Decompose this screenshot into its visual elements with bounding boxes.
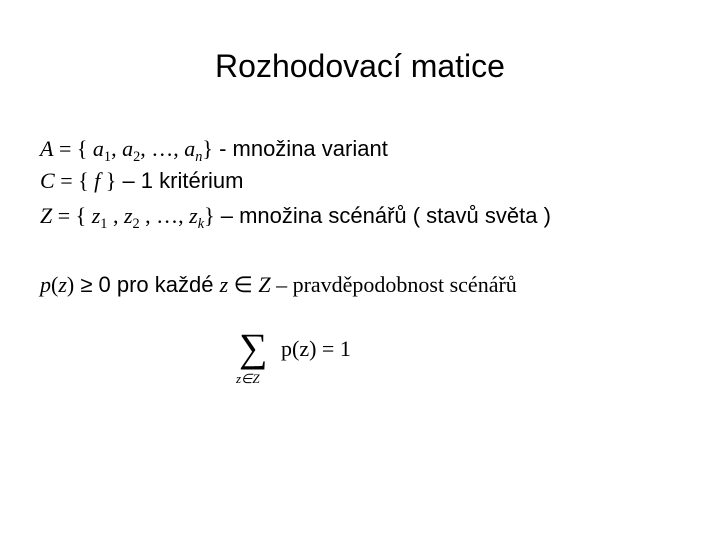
alternatives-description: - množina variant <box>212 136 388 161</box>
scenarios-description: – množina scénářů ( stavů světa ) <box>214 203 551 228</box>
probability-line: p(z) ≥ 0 pro každé z ∈ Z – pravděpodobnost scénářů <box>40 272 517 297</box>
scenarios-line: Z = { $z_1$ , $z_2$ , …, $z_k$} – množina scénářů ( stavů světa ) <box>40 203 551 232</box>
criterion-description: – 1 kritérium <box>116 168 244 193</box>
set-z-symbol: Z <box>40 203 53 228</box>
summation-index: z∈Z <box>236 371 260 386</box>
probability-description: – pravděpodobnost scénářů <box>270 272 517 297</box>
summation-sign: ∑ <box>239 325 268 370</box>
formula-body: p(z) = 1 <box>281 336 351 361</box>
set-a-symbol: A <box>40 136 54 161</box>
slide-title: Rozhodovací matice <box>215 48 505 84</box>
probability-sum-formula <box>235 325 385 387</box>
criterion-line: C = { f } – 1 kritérium <box>40 168 244 193</box>
alternatives-line: A = { $a_1$, $a_2$, …, $a_n$} - množina variant <box>40 136 388 165</box>
set-c-symbol: C <box>40 168 55 193</box>
